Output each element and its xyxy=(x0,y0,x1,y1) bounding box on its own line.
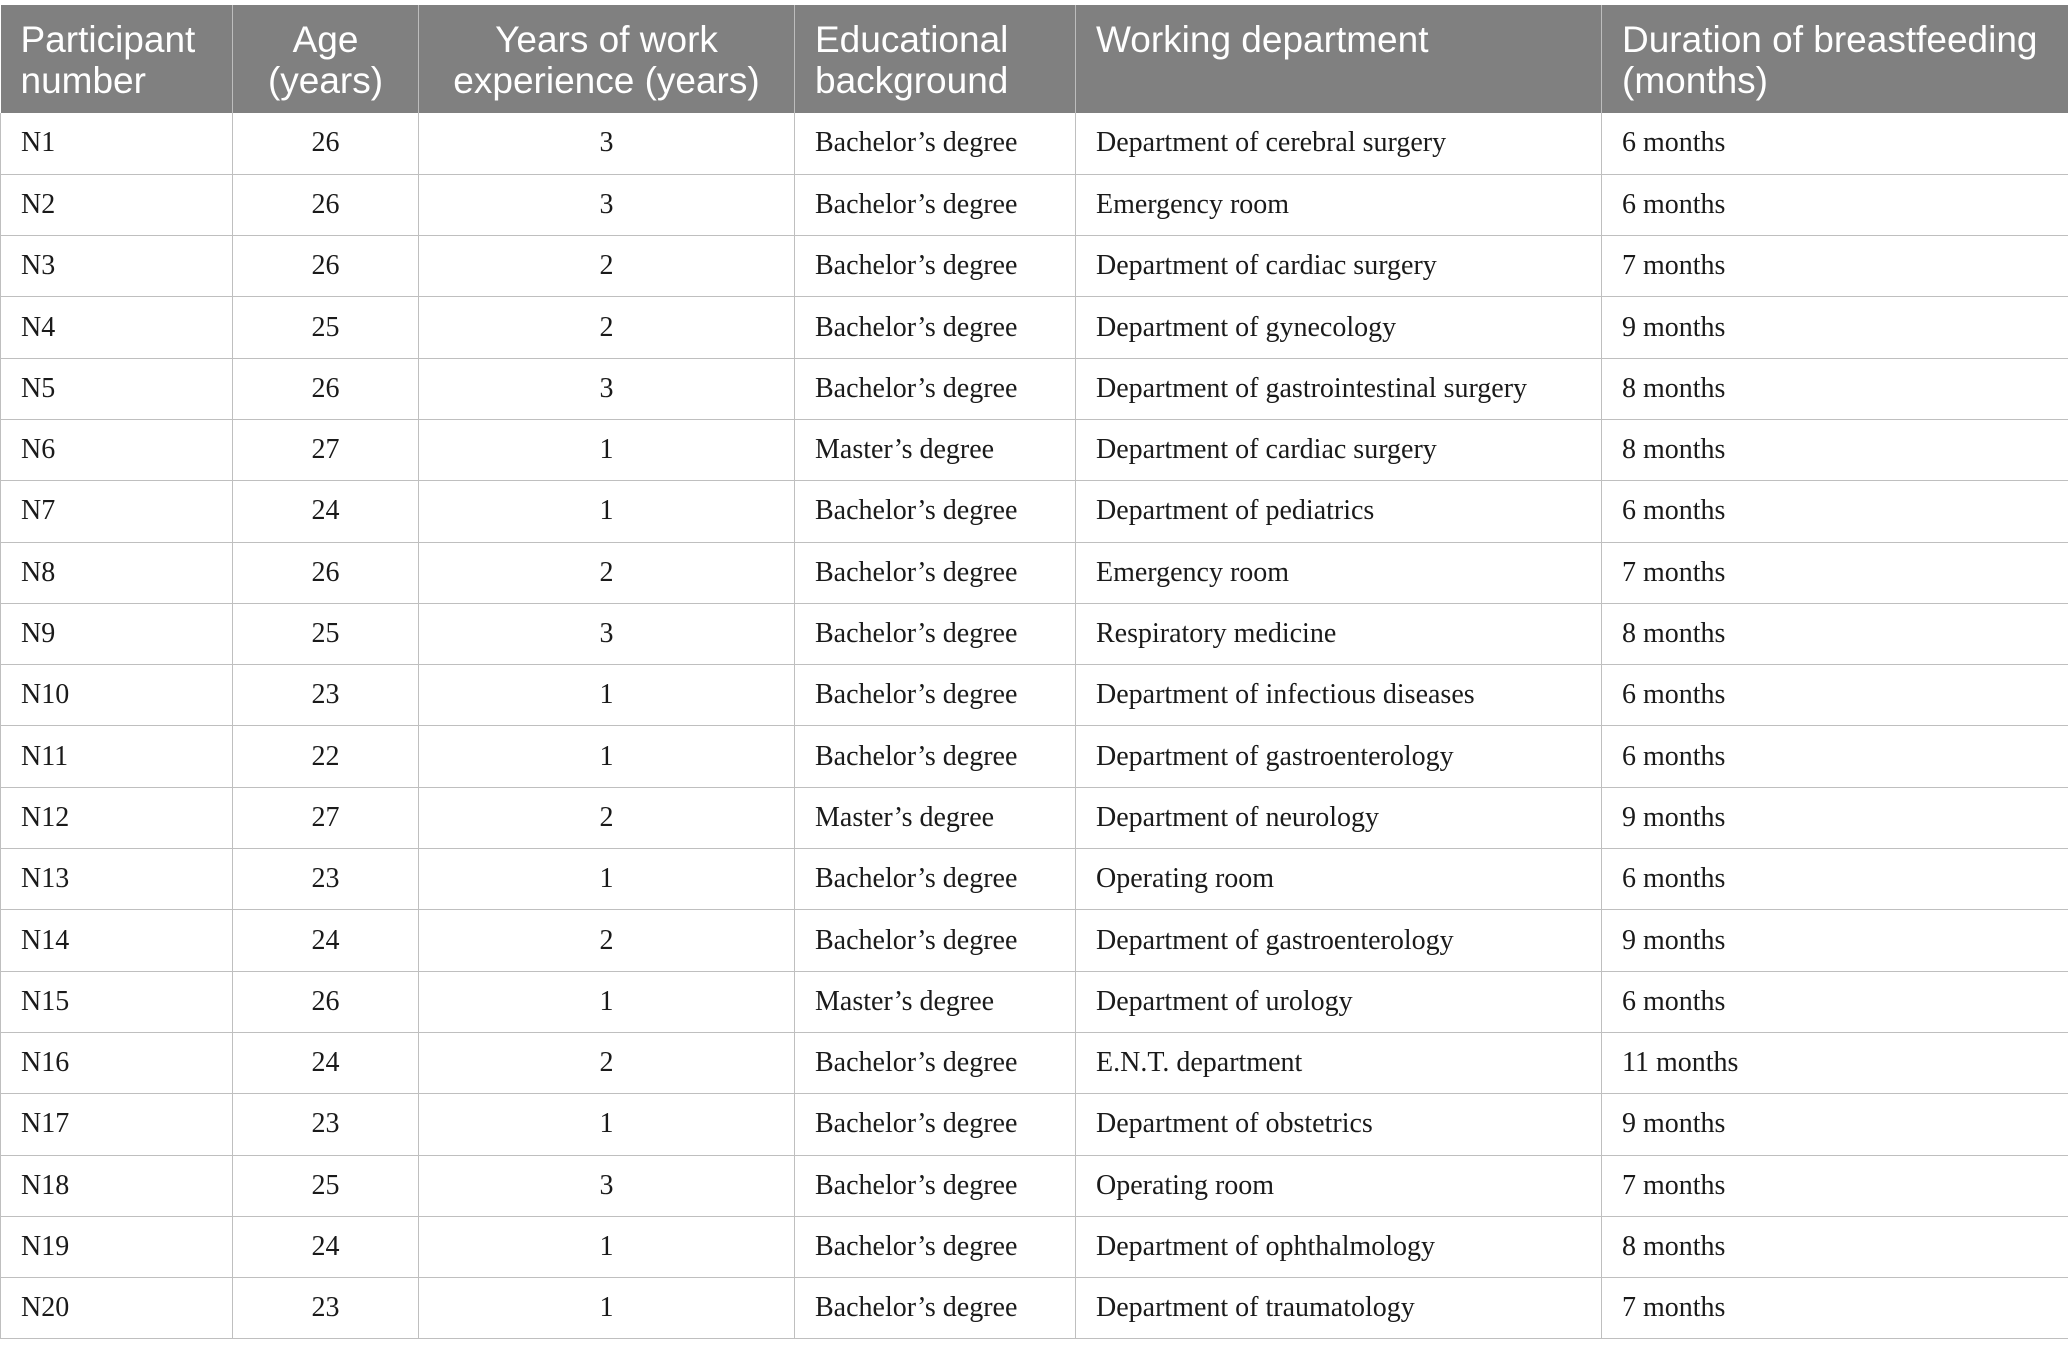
age-cell: 27 xyxy=(233,419,419,480)
educational-background-cell: Bachelor’s degree xyxy=(795,910,1076,971)
table-row xyxy=(1,1155,2068,1216)
age-cell: 23 xyxy=(233,849,419,910)
participant-number-cell: N16 xyxy=(1,1032,233,1093)
age-cell: 24 xyxy=(233,1032,419,1093)
educational-background-cell: Master’s degree xyxy=(795,419,1076,480)
participant-number-cell: N15 xyxy=(1,971,233,1032)
educational-background-cell: Master’s degree xyxy=(795,787,1076,848)
participant-table xyxy=(0,5,2068,1339)
educational-background-cell: Bachelor’s degree xyxy=(795,358,1076,419)
working-department-cell: Operating room xyxy=(1076,849,1602,910)
work-experience-cell: 3 xyxy=(419,174,795,235)
educational-background-cell: Bachelor’s degree xyxy=(795,481,1076,542)
participant-number-cell: N19 xyxy=(1,1216,233,1277)
educational-background-cell: Bachelor’s degree xyxy=(795,1278,1076,1339)
working-department-cell: Department of traumatology xyxy=(1076,1278,1602,1339)
educational-background-cell: Bachelor’s degree xyxy=(795,236,1076,297)
table-row xyxy=(1,849,2068,910)
age-cell: 23 xyxy=(233,1278,419,1339)
breastfeeding-duration-cell: 6 months xyxy=(1602,113,2068,174)
educational-background-cell: Bachelor’s degree xyxy=(795,665,1076,726)
participant-number-cell: N17 xyxy=(1,1094,233,1155)
participant-number-cell: N13 xyxy=(1,849,233,910)
working-department-cell: Department of gastroenterology xyxy=(1076,910,1602,971)
participant-number-cell: N20 xyxy=(1,1278,233,1339)
table-row xyxy=(1,665,2068,726)
educational-background-cell: Bachelor’s degree xyxy=(795,849,1076,910)
participant-number-cell: N2 xyxy=(1,174,233,235)
working-department-cell: Department of ophthalmology xyxy=(1076,1216,1602,1277)
work-experience-cell: 1 xyxy=(419,849,795,910)
working-department-cell: Department of gastroenterology xyxy=(1076,726,1602,787)
work-experience-cell: 3 xyxy=(419,113,795,174)
column-header-participant-number: Participant number xyxy=(1,5,233,113)
educational-background-cell: Bachelor’s degree xyxy=(795,603,1076,664)
participant-number-cell: N7 xyxy=(1,481,233,542)
educational-background-cell: Bachelor’s degree xyxy=(795,726,1076,787)
educational-background-cell: Bachelor’s degree xyxy=(795,1032,1076,1093)
column-header-educational-background: Educational background xyxy=(795,5,1076,113)
working-department-cell: Department of urology xyxy=(1076,971,1602,1032)
working-department-cell: Department of obstetrics xyxy=(1076,1094,1602,1155)
participant-number-cell: N14 xyxy=(1,910,233,971)
work-experience-cell: 1 xyxy=(419,419,795,480)
participant-number-cell: N6 xyxy=(1,419,233,480)
table-row xyxy=(1,297,2068,358)
breastfeeding-duration-cell: 9 months xyxy=(1602,1094,2068,1155)
age-cell: 24 xyxy=(233,481,419,542)
working-department-cell: Operating room xyxy=(1076,1155,1602,1216)
age-cell: 25 xyxy=(233,603,419,664)
educational-background-cell: Bachelor’s degree xyxy=(795,1216,1076,1277)
table-row xyxy=(1,419,2068,480)
work-experience-cell: 2 xyxy=(419,236,795,297)
age-cell: 26 xyxy=(233,358,419,419)
breastfeeding-duration-cell: 6 months xyxy=(1602,665,2068,726)
age-cell: 26 xyxy=(233,113,419,174)
breastfeeding-duration-cell: 9 months xyxy=(1602,910,2068,971)
work-experience-cell: 1 xyxy=(419,726,795,787)
column-header-age: Age (years) xyxy=(233,5,419,113)
work-experience-cell: 2 xyxy=(419,787,795,848)
breastfeeding-duration-cell: 8 months xyxy=(1602,358,2068,419)
table-row xyxy=(1,787,2068,848)
age-cell: 24 xyxy=(233,910,419,971)
working-department-cell: E.N.T. department xyxy=(1076,1032,1602,1093)
working-department-cell: Department of gynecology xyxy=(1076,297,1602,358)
educational-background-cell: Bachelor’s degree xyxy=(795,174,1076,235)
working-department-cell: Department of cerebral surgery xyxy=(1076,113,1602,174)
age-cell: 23 xyxy=(233,665,419,726)
participant-number-cell: N4 xyxy=(1,297,233,358)
work-experience-cell: 1 xyxy=(419,665,795,726)
table-row xyxy=(1,481,2068,542)
age-cell: 26 xyxy=(233,236,419,297)
work-experience-cell: 2 xyxy=(419,542,795,603)
breastfeeding-duration-cell: 8 months xyxy=(1602,419,2068,480)
work-experience-cell: 3 xyxy=(419,1155,795,1216)
table-body xyxy=(1,113,2068,1339)
working-department-cell: Department of pediatrics xyxy=(1076,481,1602,542)
breastfeeding-duration-cell: 11 months xyxy=(1602,1032,2068,1093)
work-experience-cell: 3 xyxy=(419,358,795,419)
header-row xyxy=(1,5,2068,113)
participant-number-cell: N10 xyxy=(1,665,233,726)
table-row xyxy=(1,113,2068,174)
table-row xyxy=(1,1216,2068,1277)
breastfeeding-duration-cell: 7 months xyxy=(1602,542,2068,603)
work-experience-cell: 2 xyxy=(419,1032,795,1093)
breastfeeding-duration-cell: 7 months xyxy=(1602,236,2068,297)
educational-background-cell: Bachelor’s degree xyxy=(795,1094,1076,1155)
participant-number-cell: N3 xyxy=(1,236,233,297)
work-experience-cell: 3 xyxy=(419,603,795,664)
work-experience-cell: 1 xyxy=(419,971,795,1032)
participant-number-cell: N8 xyxy=(1,542,233,603)
participant-number-cell: N11 xyxy=(1,726,233,787)
participant-number-cell: N5 xyxy=(1,358,233,419)
age-cell: 22 xyxy=(233,726,419,787)
breastfeeding-duration-cell: 6 months xyxy=(1602,971,2068,1032)
table-row xyxy=(1,726,2068,787)
table-row xyxy=(1,236,2068,297)
educational-background-cell: Bachelor’s degree xyxy=(795,1155,1076,1216)
work-experience-cell: 1 xyxy=(419,1216,795,1277)
breastfeeding-duration-cell: 9 months xyxy=(1602,787,2068,848)
age-cell: 26 xyxy=(233,174,419,235)
age-cell: 25 xyxy=(233,1155,419,1216)
breastfeeding-duration-cell: 7 months xyxy=(1602,1278,2068,1339)
table-row xyxy=(1,971,2068,1032)
breastfeeding-duration-cell: 6 months xyxy=(1602,481,2068,542)
breastfeeding-duration-cell: 8 months xyxy=(1602,1216,2068,1277)
age-cell: 24 xyxy=(233,1216,419,1277)
breastfeeding-duration-cell: 9 months xyxy=(1602,297,2068,358)
working-department-cell: Emergency room xyxy=(1076,174,1602,235)
column-header-work-experience: Years of work experience (years) xyxy=(419,5,795,113)
breastfeeding-duration-cell: 6 months xyxy=(1602,174,2068,235)
age-cell: 23 xyxy=(233,1094,419,1155)
table-row xyxy=(1,603,2068,664)
participant-number-cell: N9 xyxy=(1,603,233,664)
educational-background-cell: Bachelor’s degree xyxy=(795,113,1076,174)
table-row xyxy=(1,910,2068,971)
table-row xyxy=(1,542,2068,603)
work-experience-cell: 1 xyxy=(419,481,795,542)
age-cell: 25 xyxy=(233,297,419,358)
work-experience-cell: 1 xyxy=(419,1094,795,1155)
table-row xyxy=(1,1094,2068,1155)
working-department-cell: Department of gastrointestinal surgery xyxy=(1076,358,1602,419)
breastfeeding-duration-cell: 8 months xyxy=(1602,603,2068,664)
age-cell: 26 xyxy=(233,971,419,1032)
table-row xyxy=(1,174,2068,235)
age-cell: 26 xyxy=(233,542,419,603)
breastfeeding-duration-cell: 6 months xyxy=(1602,849,2068,910)
working-department-cell: Department of neurology xyxy=(1076,787,1602,848)
table-header xyxy=(1,5,2068,113)
educational-background-cell: Master’s degree xyxy=(795,971,1076,1032)
breastfeeding-duration-cell: 6 months xyxy=(1602,726,2068,787)
educational-background-cell: Bachelor’s degree xyxy=(795,542,1076,603)
table-row xyxy=(1,1032,2068,1093)
working-department-cell: Department of cardiac surgery xyxy=(1076,236,1602,297)
working-department-cell: Department of infectious diseases xyxy=(1076,665,1602,726)
participant-number-cell: N12 xyxy=(1,787,233,848)
participant-number-cell: N18 xyxy=(1,1155,233,1216)
work-experience-cell: 2 xyxy=(419,297,795,358)
age-cell: 27 xyxy=(233,787,419,848)
participant-number-cell: N1 xyxy=(1,113,233,174)
educational-background-cell: Bachelor’s degree xyxy=(795,297,1076,358)
work-experience-cell: 1 xyxy=(419,1278,795,1339)
column-header-breastfeeding-duration: Duration of breastfeeding (months) xyxy=(1602,5,2068,113)
working-department-cell: Emergency room xyxy=(1076,542,1602,603)
working-department-cell: Respiratory medicine xyxy=(1076,603,1602,664)
working-department-cell: Department of cardiac surgery xyxy=(1076,419,1602,480)
column-header-working-department: Working department xyxy=(1076,5,1602,113)
table-row xyxy=(1,358,2068,419)
work-experience-cell: 2 xyxy=(419,910,795,971)
table-row xyxy=(1,1278,2068,1339)
breastfeeding-duration-cell: 7 months xyxy=(1602,1155,2068,1216)
